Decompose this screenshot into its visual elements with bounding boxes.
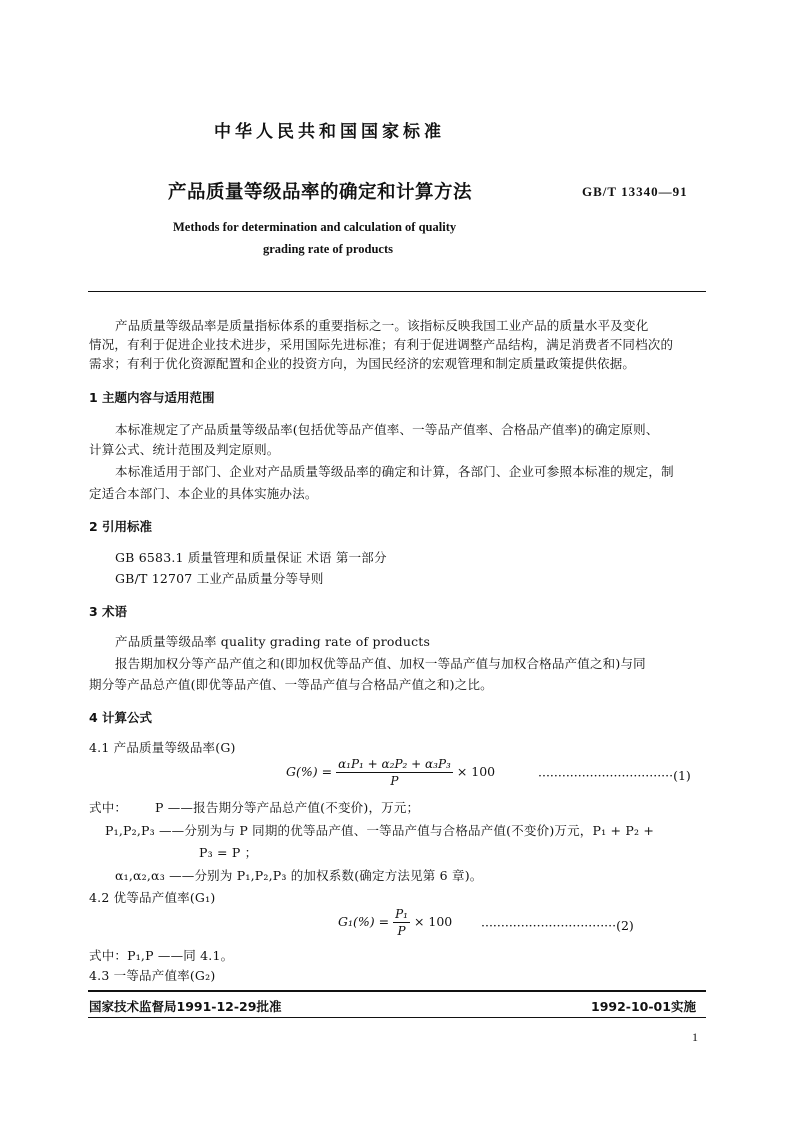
country-standard-title: 中华人民共和国国家标准 [214, 122, 445, 142]
formula-1-numerator: α₁P₁ + α₂P₂ + α₃P₃ [338, 757, 451, 771]
term-definition-line2: 期分等产品总产值(即优等品产值、一等品产值与合格品产值之和)之比。 [89, 677, 493, 692]
intro-line2: 情况，有利于促进企业技术进步，采用国际先进标准；有利于促进调整产品结构，满足消费者不同档次的 [89, 337, 674, 352]
where-p: P ——报告期分等产品总产值(不变价)，万元； [155, 800, 420, 815]
formula-2 [338, 907, 452, 938]
subsection-4-2-title: 4.2 优等品产值率(G₁) [89, 890, 216, 905]
where-alpha: α₁,α₂,α₃ ——分别为 P₁,P₂,P₃ 的加权系数(确定方法见第 6 章)。 [115, 868, 483, 883]
formula-1-number: ··································(1) [538, 768, 691, 783]
formula-1-denominator: P [390, 774, 399, 788]
section-1-p1-line1: 本标准规定了产品质量等级品率(包括优等品产值率、一等品产值率、合格品产值率)的确定原则、 [115, 422, 659, 437]
term-definition-line1: 报告期加权分等产品产值之和(即加权优等品产值、加权一等品产值与加权合格品产值之和)与同 [115, 656, 646, 671]
subsection-4-1-title: 4.1 产品质量等级品率(G) [89, 740, 236, 755]
intro-line3: 需求；有利于优化资源配置和企业的投资方向，为国民经济的宏观管理和制定质量政策提供依据。 [89, 356, 636, 371]
header-divider [88, 291, 706, 292]
section-2-heading: 2 引用标准 [89, 519, 153, 534]
section-1-p2-line2: 定适合本部门、本企业的具体实施办法。 [89, 486, 318, 501]
formula-2-fraction [393, 907, 410, 938]
formula-2-lhs: G₁(%) = [338, 914, 390, 929]
section-1-p1-line2: 计算公式、统计范围及判定原则。 [89, 442, 280, 457]
section-1-heading: 1 主题内容与适用范围 [89, 390, 215, 405]
section-4-heading: 4 计算公式 [89, 710, 153, 725]
formula-1-fraction [336, 757, 453, 788]
where-label-1: 式中： [89, 800, 128, 815]
english-title-line1: Methods for determination and calculation of quality [173, 220, 457, 234]
footer-bottom-line [88, 1017, 706, 1018]
intro-line1: 产品质量等级品率是质量指标体系的重要指标之一。该指标反映我国工业产品的质量水平及变化 [115, 318, 649, 333]
approval-note: 国家技术监督局1991-12-29批准 [89, 999, 282, 1014]
footer-divider [88, 990, 706, 992]
where-p123-line1: P₁,P₂,P₃ ——分别为与 P 同期的优等品产值、一等品产值与合格品产值(不变价)万元，P₁ + P₂ + [105, 823, 655, 838]
reference-1: GB 6583.1 质量管理和质量保证 术语 第一部分 [115, 550, 387, 565]
english-title-line2: grading rate of products [263, 242, 393, 256]
formula-1-lhs: G(%) = [286, 764, 333, 779]
formula-1-multiplier: × 100 [456, 764, 496, 779]
formula-2-multiplier: × 100 [413, 914, 453, 929]
formula-1 [286, 757, 495, 788]
term-definition-title: 产品质量等级品率 quality grading rate of products [115, 634, 431, 649]
reference-2: GB/T 12707 工业产品质量分等导则 [115, 571, 324, 586]
where-clause-2: 式中：P₁,P ——同 4.1。 [89, 948, 234, 963]
section-3-heading: 3 术语 [89, 604, 128, 619]
section-1-p2-line1: 本标准适用于部门、企业对产品质量等级品率的确定和计算，各部门、企业可参照本标准的规定，制 [115, 464, 674, 479]
document-title: 产品质量等级品率的确定和计算方法 [168, 182, 473, 203]
effective-date: 1992-10-01实施 [591, 999, 696, 1014]
where-p123-line2: P₃ = P ； [199, 845, 258, 860]
formula-2-number: ··································(2) [481, 918, 634, 933]
subsection-4-3-title: 4.3 一等品产值率(G₂) [89, 968, 216, 983]
standard-code: GB/T 13340—91 [582, 184, 688, 199]
formula-2-numerator: P₁ [395, 907, 408, 921]
formula-2-denominator: P [397, 924, 406, 938]
page-number: 1 [692, 1030, 698, 1044]
